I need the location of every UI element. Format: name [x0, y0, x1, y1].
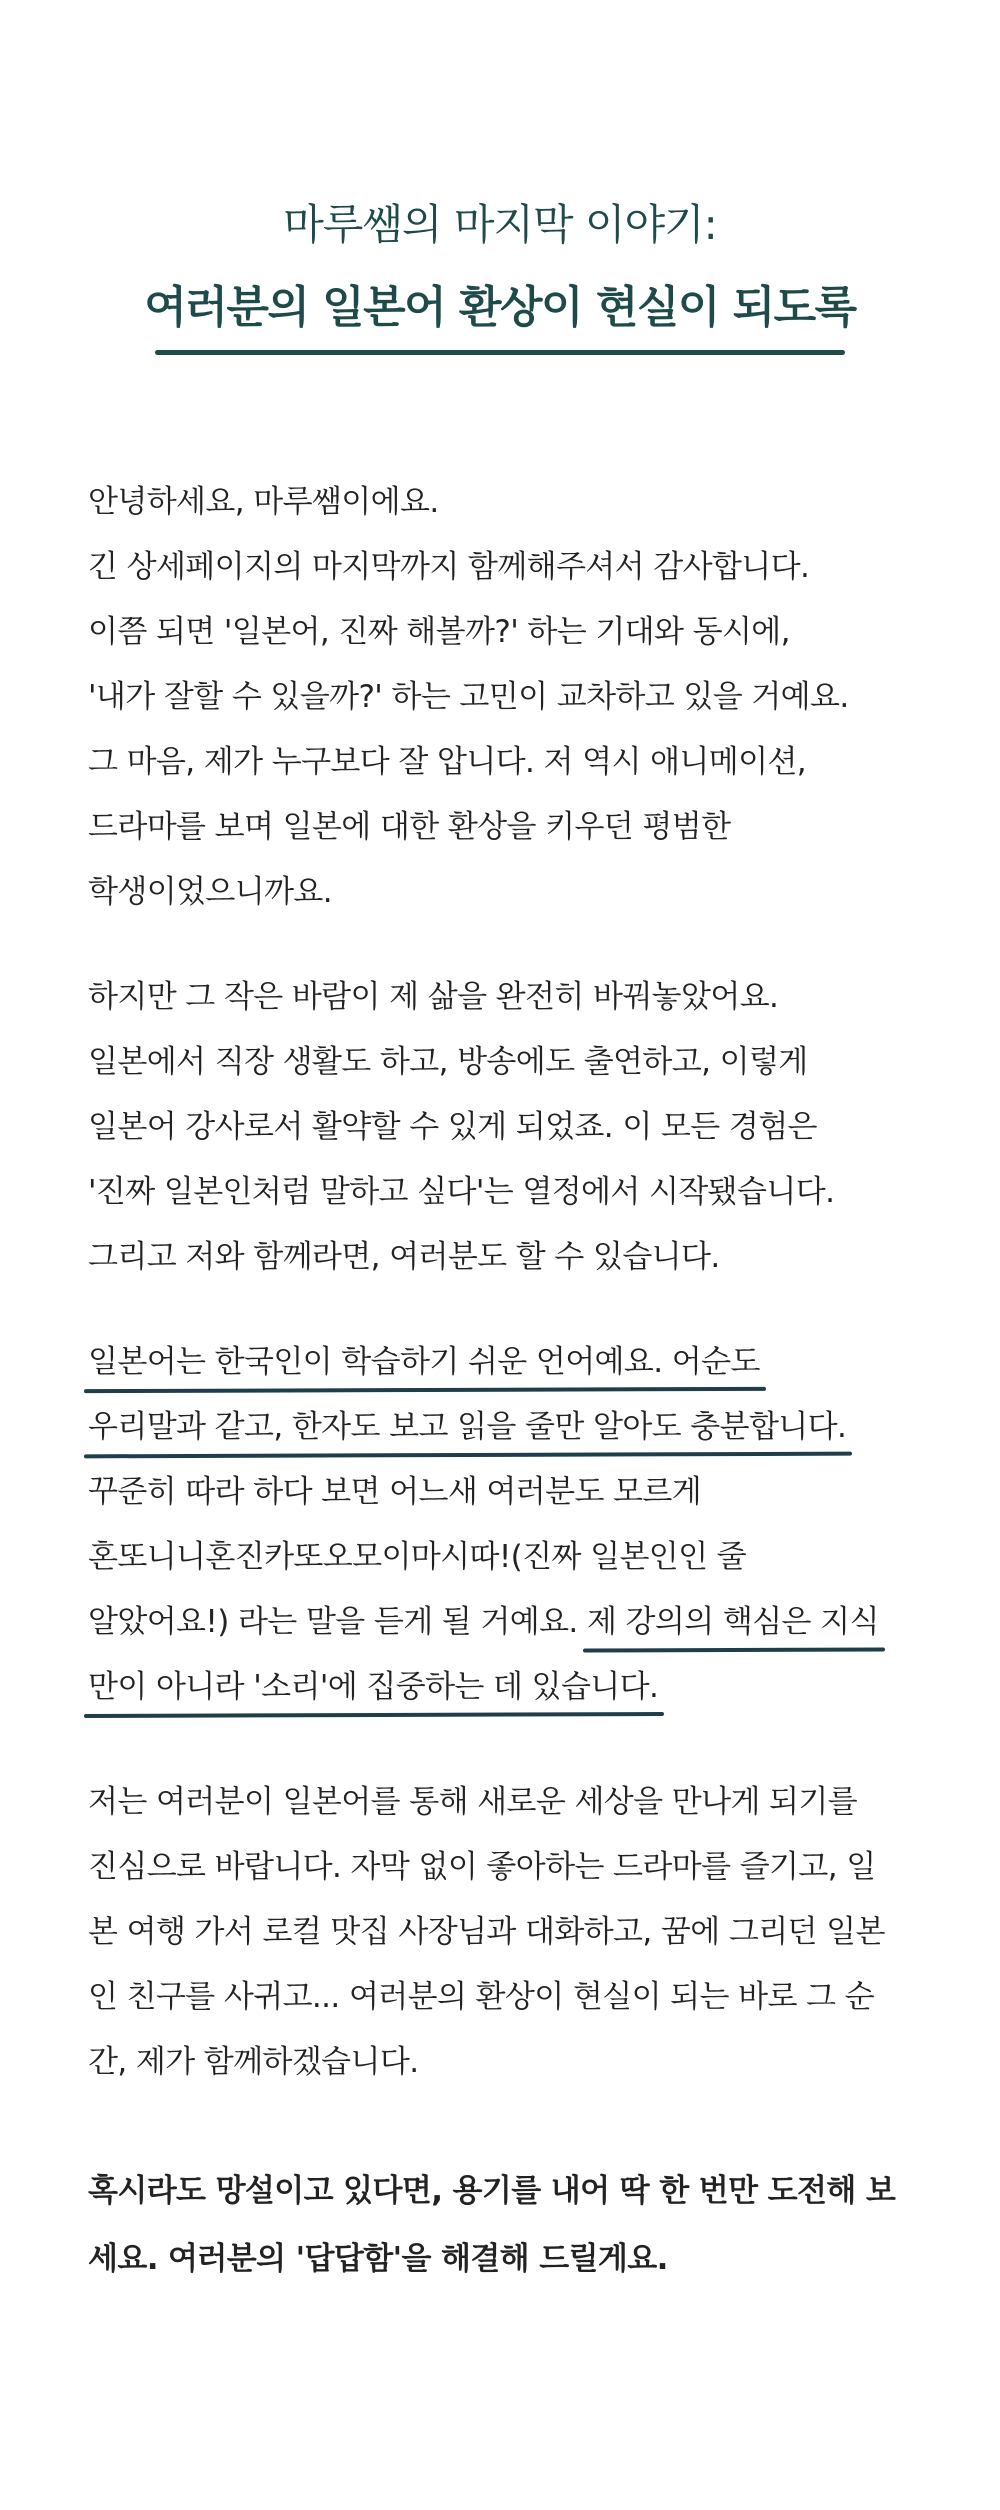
text-line	[88, 1330, 928, 1395]
text-line: 세요. 여러분의 '답답함'을 해결해 드릴게요.	[88, 2241, 668, 2277]
text-line: 혼또니니혼진카또오모이마시따!(진짜 일본인인 줄	[88, 1539, 747, 1575]
text-line: 이쯤 되면 '일본어, 진짜 해볼까?' 하는 기대와 동시에,	[88, 614, 790, 650]
text-line: 일본에서 직장 생활도 하고, 방송에도 출연하고, 이렇게	[88, 1044, 808, 1080]
underlined-text: 제 강의의 핵심은 지식	[587, 1590, 879, 1655]
text-line: '내가 잘할 수 있을까?' 하는 고민이 교차하고 있을 거예요.	[88, 679, 849, 715]
text-line: 혹시라도 망설이고 있다면, 용기를 내어 딱 한 번만 도전해 보	[88, 2173, 896, 2209]
text-line: 일본어 강사로서 활약할 수 있게 되었죠. 이 모든 경험은	[88, 1109, 817, 1145]
text-line: 안녕하세요, 마루쌤이에요.	[88, 484, 439, 520]
text-line: 간, 제가 함께하겠습니다.	[88, 2044, 419, 2080]
text-line: 학생이었으니까요.	[88, 874, 333, 910]
text-line: 인 친구를 사귀고... 여러분의 환상이 현실이 되는 바로 그 순	[88, 1979, 875, 2015]
plain-text: 알았어요!) 라는 말을 듣게 될 거예요.	[88, 1604, 587, 1640]
paragraph-story	[88, 965, 928, 1290]
paragraph-wish	[88, 1770, 928, 2095]
text-line: 꾸준히 따라 하다 보면 어느새 여러분도 모르게	[88, 1474, 702, 1510]
text-line	[88, 1655, 928, 1720]
page-title	[0, 195, 1000, 339]
title-underline	[155, 350, 845, 355]
text-line: 저는 여러분이 일본어를 통해 새로운 세상을 만나게 되기를	[88, 1784, 858, 1820]
text-line: 진심으로 바랍니다. 자막 없이 좋아하는 드라마를 즐기고, 일	[88, 1849, 876, 1885]
text-line: 드라마를 보며 일본에 대한 환상을 키우던 평범한	[88, 809, 731, 845]
underlined-text: 일본어는 한국인이 학습하기 쉬운 언어예요. 어순도	[88, 1330, 760, 1395]
text-line	[88, 1590, 928, 1655]
paragraph-method	[88, 1330, 928, 1720]
text-line: 그 마음, 제가 누구보다 잘 압니다. 저 역시 애니메이션,	[88, 744, 807, 780]
text-line: '진짜 일본인처럼 말하고 싶다'는 열정에서 시작됐습니다.	[88, 1174, 835, 1210]
text-line: 그리고 저와 함께라면, 여러분도 할 수 있습니다.	[88, 1239, 720, 1275]
paragraph-greeting	[88, 470, 928, 925]
title-line-1: 마루쌤의 마지막 이야기:	[283, 200, 717, 249]
underlined-text: 우리말과 같고, 한자도 보고 읽을 줄만 알아도 충분합니다.	[88, 1395, 846, 1460]
paragraph-closing-bold	[88, 2157, 928, 2293]
underlined-text: 만이 아니라 '소리'에 집중하는 데 있습니다.	[88, 1655, 658, 1720]
text-line: 하지만 그 작은 바람이 제 삶을 완전히 바꿔놓았어요.	[88, 979, 779, 1015]
text-line	[88, 1395, 928, 1460]
text-line: 본 여행 가서 로컬 맛집 사장님과 대화하고, 꿈에 그리던 일본	[88, 1914, 885, 1950]
title-line-2: 여러분의 일본어 환상이 현실이 되도록	[144, 282, 856, 333]
text-line: 긴 상세페이지의 마지막까지 함께해주셔서 감사합니다.	[88, 549, 810, 585]
